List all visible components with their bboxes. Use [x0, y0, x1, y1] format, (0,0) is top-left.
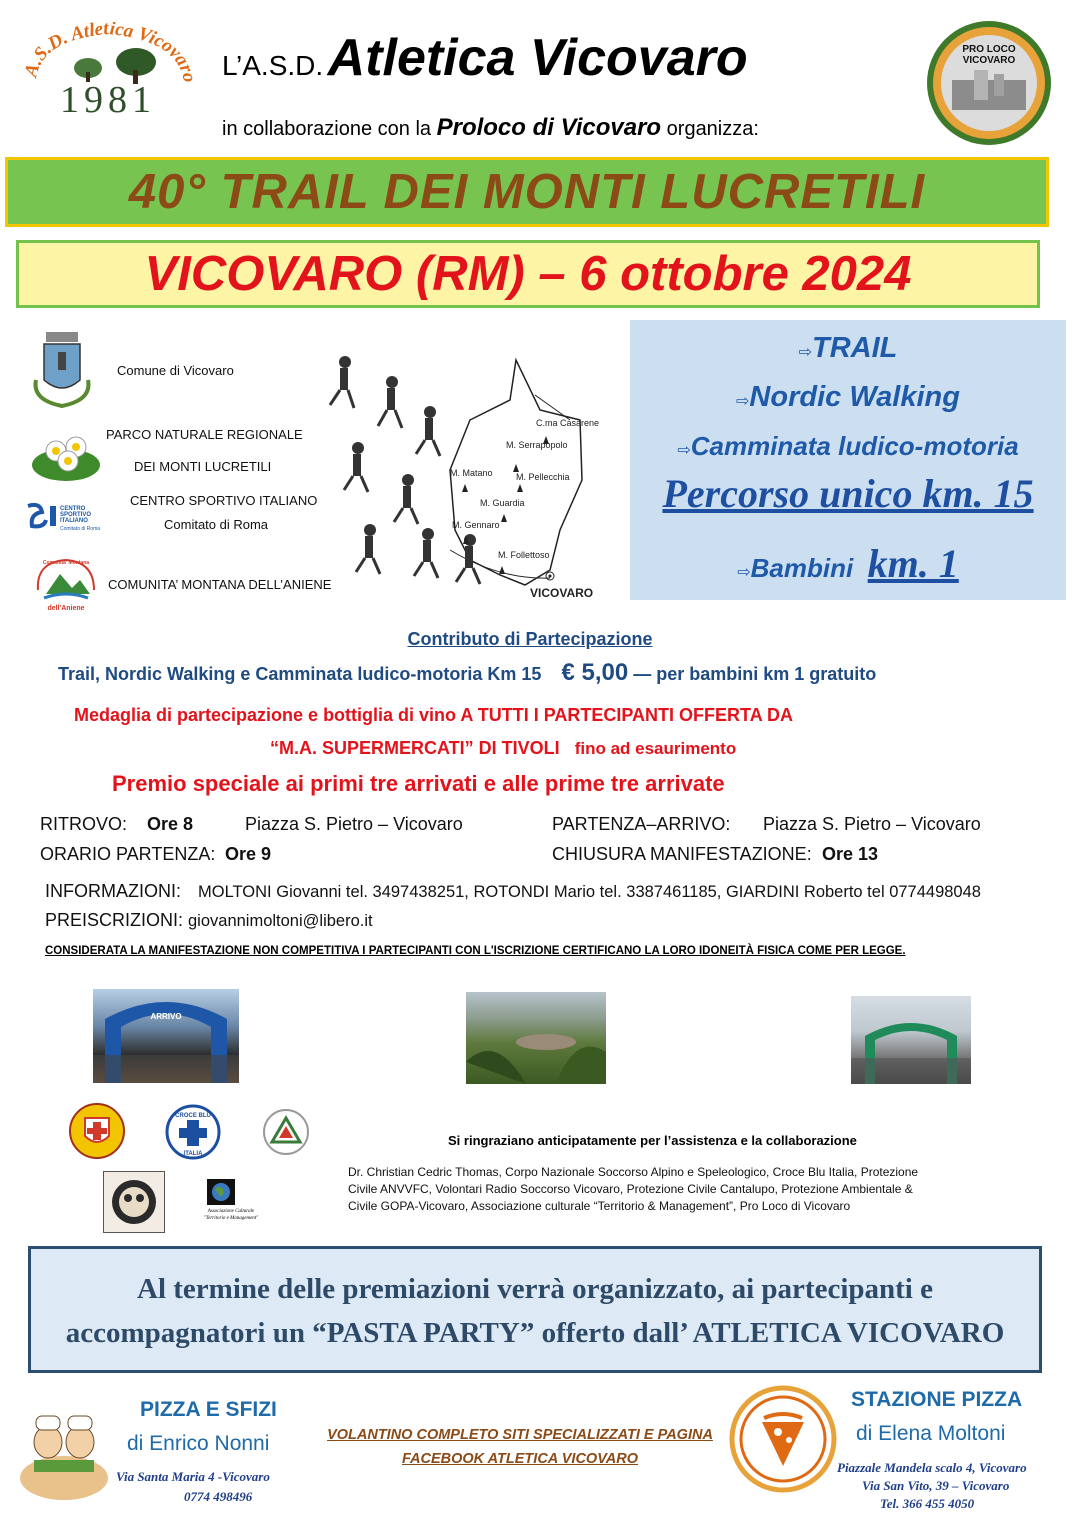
pasta-line-1: Al termine delle premiazioni verrà organizzato, ai partecipanti e: [137, 1273, 933, 1305]
event-bambini-km: km. 1: [867, 541, 959, 586]
pizza-sfizi-address: Via Santa Maria 4 -Vicovaro: [116, 1469, 270, 1484]
croce-blu-line1: CROCE BLU: [175, 1113, 211, 1119]
preiscrizioni-email[interactable]: giovannimoltoni@libero.it: [188, 912, 373, 930]
thanks-line-2: Civile ANVVFC, Volontari Radio Soccorso Vicovaro, Protezione Civile Cantalupo, Protezione Ambientale &: [348, 1182, 913, 1196]
event-camminata: [630, 431, 1066, 462]
croce-blu-logo: [165, 1104, 221, 1160]
sponsor-csi-line2: Comitato di Roma: [164, 517, 269, 532]
assoc-caption: [196, 1208, 266, 1222]
disclaimer: CONSIDERATA LA MANIFESTAZIONE NON COMPETITIVA I PARTECIPANTI CON L'ISCRIZIONE CERTIFICANO LA LORO IDONEITÀ FISICA COME PER LEGGE.: [45, 945, 906, 957]
arch-label: ARRIVO: [150, 1012, 182, 1021]
arrow-icon: ⇨: [737, 564, 751, 581]
stazione-pizza-address-1: Piazzale Mandela scalo 4, Vicovaro: [837, 1460, 1027, 1475]
ritrovo-time: Ore 8: [147, 814, 194, 834]
preiscrizioni-label: PREISCRIZIONI:: [45, 910, 184, 930]
event-bambini-label: Bambini: [750, 553, 854, 583]
globe-icon: [207, 1179, 235, 1205]
stazione-pizza-address-2: Via San Vito, 39 – Vicovaro: [862, 1478, 1010, 1493]
proloco-logo-line2: VICOVARO: [962, 55, 1016, 66]
fee-line-left: Trail, Nordic Walking e Camminata ludico-motoria Km 15: [58, 664, 542, 684]
collab-name: Proloco di Vicovaro: [436, 114, 662, 141]
club-logo-arc-text: A.S.D. Atletica Vicovaro: [20, 22, 198, 85]
fee-price: € 5,00: [561, 659, 629, 686]
arrow-icon: ⇨: [798, 344, 813, 361]
csi-logo-line4: Comitato di Roma: [60, 526, 101, 532]
event-types-box: [630, 320, 1066, 600]
page-title: [222, 28, 842, 88]
collab-prefix: in collaborazione con la: [222, 118, 432, 140]
town-marker-icon: [546, 572, 554, 580]
sponsor-parco-line2: DEI MONTI LUCRETILI: [134, 459, 272, 474]
csi-logo: [24, 502, 108, 532]
peak-label: M. Follettoso: [498, 550, 550, 560]
partenza-arrivo-place: Piazza S. Pietro – Vicovaro: [763, 814, 981, 834]
thanks-heading: Si ringraziano anticipatamente per l’assistenza e la collaborazione: [448, 1133, 857, 1148]
stazione-pizza-title: STAZIONE PIZZA: [851, 1388, 1023, 1411]
fee-line: [58, 659, 1058, 687]
sponsor-csi-line1: CENTRO SPORTIVO ITALIANO: [130, 493, 318, 508]
thanks-line-3: Civile GOPA-Vicovaro, Associazione culturale “Territorio & Management”, Pro Loco di Vicovaro: [348, 1199, 851, 1213]
peak-label: M. Matano: [450, 468, 493, 478]
arrow-icon: ⇨: [677, 442, 691, 459]
chiusura-label: CHIUSURA MANIFESTAZIONE:: [552, 844, 812, 864]
pasta-party-text: [31, 1249, 1039, 1355]
flyer-link-line-1: VOLANTINO COMPLETO SITI SPECIALIZZATI E PAGINA: [327, 1427, 713, 1443]
place-date-banner: [16, 240, 1040, 308]
info-text: MOLTONI Giovanni tel. 3497438251, ROTONDI Mario tel. 3387461185, GIARDINI Roberto tel 0774498048: [198, 883, 981, 901]
comune-crest-icon: [28, 330, 98, 410]
peak-label: M. Pellecchia: [516, 472, 570, 482]
peak-label: C.ma Casarene: [536, 418, 600, 428]
csi-logo-line3: ITALIANO: [60, 518, 88, 524]
pizza-sfizi-title: PIZZA E SFIZI: [140, 1398, 277, 1421]
peak-label: M. Serrapopolo: [506, 440, 568, 450]
stazione-pizza-logo: [728, 1384, 838, 1494]
pasta-line-2: accompagnatori un “PASTA PARTY” offerto dall’ ATLETICA VICOVARO: [65, 1317, 1005, 1349]
event-trail: [630, 332, 1066, 365]
pizza-sfizi-logo: [16, 1398, 112, 1504]
assoc-caption-line1: Associazione Culturale: [207, 1209, 255, 1214]
event-percorso: [630, 470, 1066, 517]
collab-suffix: organizza:: [666, 118, 759, 140]
photo-landscape: [466, 992, 606, 1084]
event-trail-label: TRAIL: [812, 332, 898, 364]
proloco-logo: [924, 18, 1054, 148]
photo-arrival-arch: [93, 989, 239, 1083]
pasta-party-box: [28, 1246, 1042, 1373]
pizza-sfizi-phone: 0774 498496: [184, 1489, 253, 1504]
croce-blu-line2: ITALIA: [183, 1151, 203, 1157]
thanks-line-1: Dr. Christian Cedric Thomas, Corpo Nazionale Soccorso Alpino e Speleologico, Croce Blu Italia, Protezione: [348, 1165, 919, 1179]
chiusura-time: Ore 13: [822, 844, 879, 864]
town-label: VICOVARO: [530, 586, 594, 600]
sponsor-comunita: COMUNITA’ MONTANA DELL’ANIENE: [108, 577, 332, 592]
peak-label: M. Guardia: [480, 498, 525, 508]
flyer-link[interactable]: [310, 1423, 730, 1471]
event-title-banner: [5, 157, 1049, 227]
soccorso-alpino-logo: [67, 1102, 127, 1160]
stazione-pizza-owner: di Elena Moltoni: [856, 1422, 1006, 1445]
fee-heading: Contributo di Partecipazione: [407, 629, 653, 649]
arrow-icon: ⇨: [736, 393, 750, 410]
stazione-pizza-phone: Tel. 366 455 4050: [880, 1496, 975, 1511]
flower-icon: [30, 425, 102, 483]
proloco-logo-line1: PRO LOCO: [962, 44, 1016, 55]
partenza-arrivo-label: PARTENZA–ARRIVO:: [552, 814, 731, 834]
prize-line-1: Medaglia di partecipazione e bottiglia di vino A TUTTI I PARTECIPANTI OFFERTA DA: [74, 705, 794, 725]
sponsor-comune: Comune di Vicovaro: [117, 363, 234, 378]
csi-logo-line2: SPORTIVO: [60, 512, 92, 518]
sponsor-parco-line1: PARCO NATURALE REGIONALE: [106, 427, 303, 442]
event-nordic: [630, 381, 1066, 414]
ritrovo-place: Piazza S. Pietro – Vicovaro: [245, 814, 463, 834]
event-nordic-label: Nordic Walking: [749, 381, 960, 413]
club-logo-year: 1981: [60, 79, 156, 118]
orario-time: Ore 9: [225, 844, 272, 864]
territorio-logo: [103, 1171, 165, 1233]
collaboration-line: [222, 114, 759, 142]
event-percorso-label: Percorso unico km. 15: [662, 471, 1034, 516]
prize-line-3: Premio speciale ai primi tre arrivati e alle prime tre arrivate: [112, 771, 725, 796]
peak-label: M. Gennaro: [452, 520, 500, 530]
title-club: Atletica Vicovaro: [327, 29, 748, 87]
flyer-link-line-2: FACEBOOK ATLETICA VICOVARO: [401, 1451, 639, 1467]
comunita-logo-line2: dell'Aniene: [47, 605, 85, 612]
prize-note: fino ad esaurimento: [574, 739, 737, 758]
trail-map: [320, 350, 620, 606]
assoc-caption-line2: "Territorio e Management": [203, 1216, 259, 1221]
prize-line-2: [270, 738, 736, 759]
fee-line-right: per bambini km 1 gratuito: [656, 664, 877, 684]
info-label: INFORMAZIONI:: [45, 881, 181, 901]
photo-start-arch: [851, 996, 971, 1084]
pizza-sfizi-owner: di Enrico Nonni: [127, 1432, 270, 1455]
fee-dash: —: [633, 664, 652, 684]
event-bambini: [630, 540, 1066, 587]
ritrovo-label: RITROVO:: [40, 814, 128, 834]
event-camminata-label: Camminata ludico-motoria: [690, 431, 1019, 461]
event-title: 40° TRAIL DEI MONTI LUCRETILI: [128, 165, 926, 219]
comunita-logo-line1: Comunita' Montana: [42, 560, 90, 566]
csi-logo-line1: CENTRO: [60, 506, 86, 512]
place-date: VICOVARO (RM) – 6 ottobre 2024: [144, 247, 912, 301]
club-logo: [18, 22, 198, 118]
comunita-montana-logo: [32, 556, 100, 616]
protezione-civile-logo: [262, 1108, 310, 1156]
thanks-text: [348, 1164, 918, 1215]
title-prefix: L’A.S.D.: [222, 50, 324, 81]
orario-label: ORARIO PARTENZA:: [40, 844, 216, 864]
prize-sponsor: “M.A. SUPERMERCATI” DI TIVOLI: [270, 738, 560, 758]
